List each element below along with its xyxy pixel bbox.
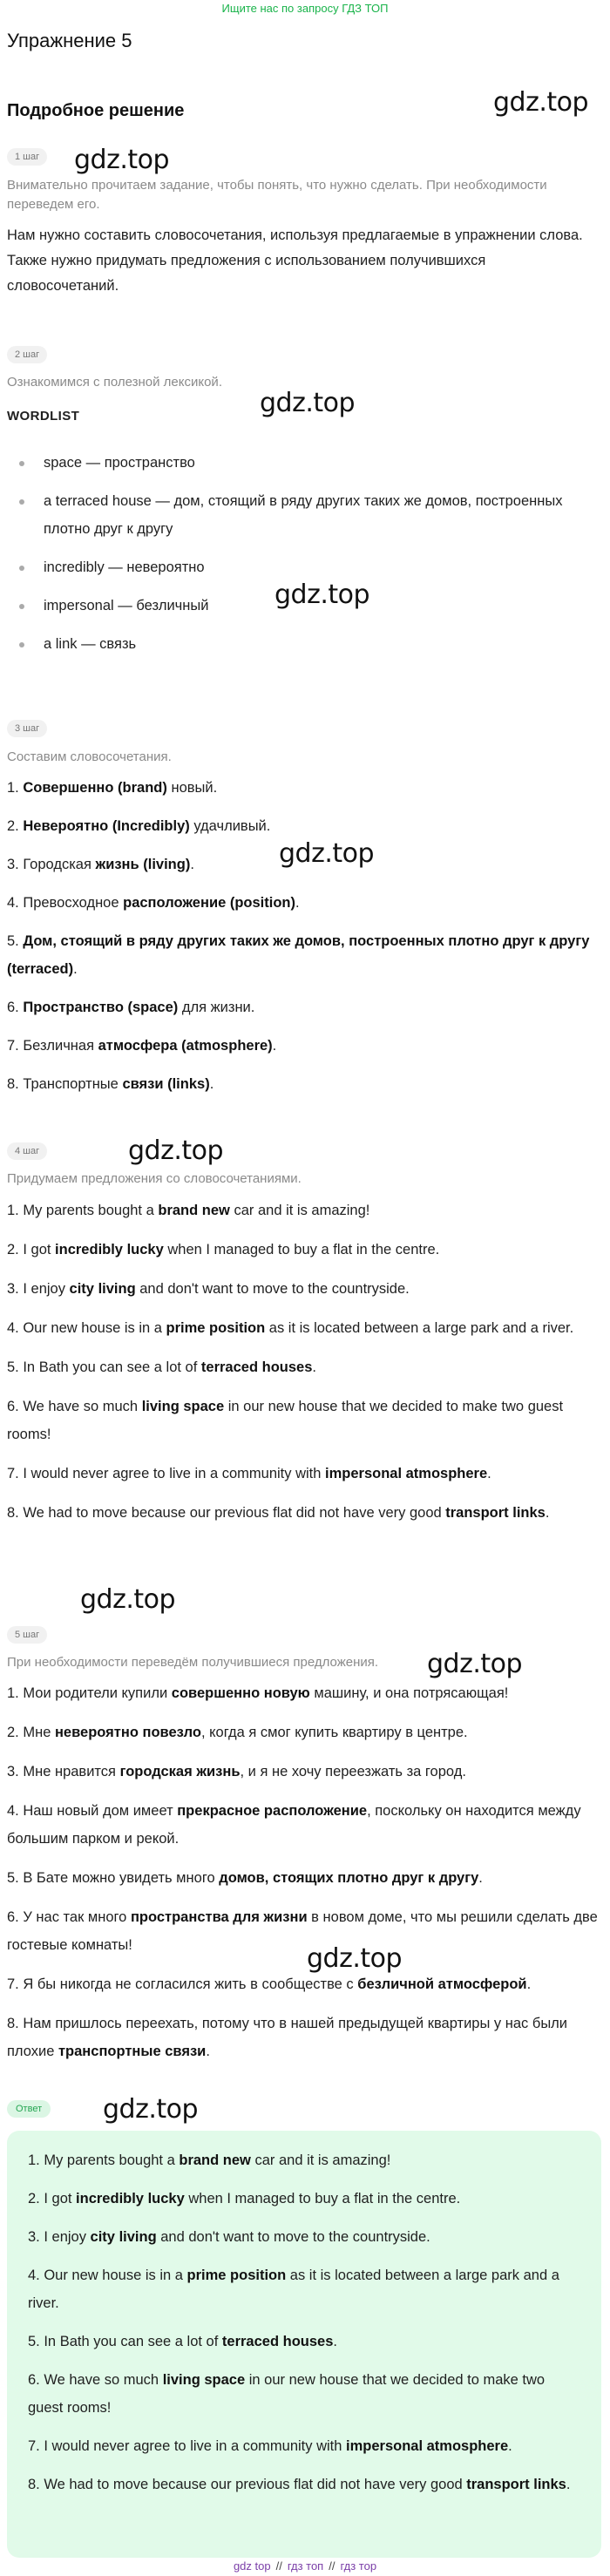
translation-item: 6. У нас так много пространства для жизни в новом доме, что мы решили сделать две гостевые комнаты! xyxy=(7,1909,598,1953)
sentence-item: 1. My parents bought a brand new car and it is amazing! xyxy=(7,1203,370,1218)
page-title: Упражнение 5 xyxy=(7,30,132,51)
watermark: gdz.top xyxy=(493,87,589,118)
wordlist xyxy=(17,449,593,668)
step-2-note: Ознакомимся с полезной лексикой. xyxy=(7,375,222,390)
collocation-item: 5. Дом, стоящий в ряду других таких же домов, построенных плотно друг к другу (terraced). xyxy=(7,933,590,977)
footer-link-gdz-top[interactable]: gdz top xyxy=(233,2559,271,2573)
watermark: gdz.top xyxy=(279,838,375,869)
sentence-list xyxy=(7,1196,598,1538)
top-banner[interactable]: Ищите нас по запросу ГДЗ ТОП xyxy=(221,2,389,15)
step-5-note: При необходимости переведём получившиеся предложения. xyxy=(7,1655,379,1670)
collocation-list xyxy=(7,774,598,1108)
watermark: gdz.top xyxy=(74,145,170,175)
sentence-item: 5. In Bath you can see a lot of terraced houses. xyxy=(7,1359,316,1375)
answer-item: 8. We had to move because our previous flat did not have very good transport links. xyxy=(28,2477,571,2492)
answer-item: 3. I enjoy city living and don't want to move to the countryside. xyxy=(28,2229,430,2245)
watermark: gdz.top xyxy=(80,1584,176,1615)
step-1-text: Нам нужно составить словосочетания, используя предлагаемые в упражнении слова. Также нужно придумать предложения с использованием получившихся словосочетаний. xyxy=(7,227,583,294)
answer-item: 2. I got incredibly lucky when I managed to buy a flat in the centre. xyxy=(28,2191,461,2207)
translation-item: 4. Наш новый дом имеет прекрасное расположение, поскольку он находится между большим парком и рекой. xyxy=(7,1803,581,1847)
wordlist-heading: WORDLIST xyxy=(7,409,80,424)
collocation-item: 4. Превосходное расположение (position). xyxy=(7,895,300,911)
sentence-item: 3. I enjoy city living and don't want to move to the countryside. xyxy=(7,1281,410,1297)
translation-item: 3. Мне нравится городская жизнь, и я не хочу переезжать за город. xyxy=(7,1764,466,1779)
watermark: gdz.top xyxy=(274,580,370,610)
answer-box xyxy=(7,2131,601,2558)
translation-item: 2. Мне невероятно повезло, когда я смог купить квартиру в центре. xyxy=(7,1725,468,1740)
wordlist-item: a terraced house — дом, стоящий в ряду других таких же домов, построенных плотно друг к другу xyxy=(17,487,593,543)
step-4-label: 4 шаг xyxy=(7,1142,47,1160)
footer-separator: // xyxy=(329,2559,336,2573)
watermark: gdz.top xyxy=(128,1135,224,1166)
translation-item: 1. Мои родители купили совершенно новую машину, и она потрясающая! xyxy=(7,1685,509,1701)
collocation-item: 8. Транспортные связи (links). xyxy=(7,1076,214,1092)
sentence-item: 8. We had to move because our previous flat did not have very good transport links. xyxy=(7,1505,550,1521)
step-4-note: Придумаем предложения со словосочетаниями. xyxy=(7,1171,302,1186)
translation-list xyxy=(7,1679,598,2077)
sentence-item: 6. We have so much living space in our new house that we decided to make two guest rooms! xyxy=(7,1399,564,1442)
sentence-item: 2. I got incredibly lucky when I managed to buy a flat in the centre. xyxy=(7,1242,440,1257)
collocation-item: 2. Невероятно (Incredibly) удачливый. xyxy=(7,818,271,834)
wordlist-item: space — пространство xyxy=(17,449,593,477)
footer-link-gdz-tor[interactable]: гдз тор xyxy=(340,2559,377,2573)
collocation-item: 1. Совершенно (brand) новый. xyxy=(7,780,218,796)
sentence-item: 7. I would never agree to live in a community with impersonal atmosphere. xyxy=(7,1466,491,1481)
translation-item: 5. В Бате можно увидеть много домов, стоящих плотно друг к другу. xyxy=(7,1870,483,1886)
watermark: gdz.top xyxy=(307,1943,403,1974)
translation-item: 7. Я бы никогда не согласился жить в сообществе с безличной атмосферой. xyxy=(7,1976,532,1992)
step-5-label: 5 шаг xyxy=(7,1626,47,1644)
collocation-item: 3. Городская жизнь (living). xyxy=(7,857,194,872)
watermark: gdz.top xyxy=(103,2094,199,2125)
step-2-label: 2 шаг xyxy=(7,346,47,363)
answer-item: 1. My parents bought a brand new car and it is amazing! xyxy=(28,2152,391,2168)
answer-label: Ответ xyxy=(7,2100,51,2118)
step-1-label: 1 шаг xyxy=(7,148,47,166)
answer-list xyxy=(28,2146,577,2509)
wordlist-item: incredibly — невероятно xyxy=(17,553,593,581)
translation-item: 8. Нам пришлось переехать, потому что в нашей предыдущей квартиры у нас были плохие транспортные связи. xyxy=(7,2016,568,2059)
watermark: gdz.top xyxy=(260,388,356,418)
footer-separator: // xyxy=(275,2559,282,2573)
sentence-item: 4. Our new house is in a prime position as it is located between a large park and a river. xyxy=(7,1320,574,1336)
step-3-label: 3 шаг xyxy=(7,720,47,737)
collocation-item: 7. Безличная атмосфера (atmosphere). xyxy=(7,1038,277,1054)
collocation-item: 6. Пространство (space) для жизни. xyxy=(7,1000,255,1015)
watermark: gdz.top xyxy=(427,1649,523,1679)
answer-item: 5. In Bath you can see a lot of terraced houses. xyxy=(28,2334,337,2349)
step-1-note: Внимательно прочитаем задание, чтобы понять, что нужно сделать. При необходимости переведем его. xyxy=(7,178,547,212)
wordlist-item: a link — связь xyxy=(17,630,593,658)
step-3-note: Составим словосочетания. xyxy=(7,749,172,764)
answer-item: 7. I would never agree to live in a community with impersonal atmosphere. xyxy=(28,2438,512,2454)
footer-links xyxy=(0,2559,610,2576)
wordlist-item: impersonal — безличный xyxy=(17,592,593,620)
answer-item: 6. We have so much living space in our new house that we decided to make two guest rooms! xyxy=(28,2372,546,2416)
footer-link-gdz-top-ru[interactable]: гдз топ xyxy=(287,2559,324,2573)
solution-heading: Подробное решение xyxy=(7,101,185,120)
answer-item: 4. Our new house is in a prime position as it is located between a large park and a river. xyxy=(28,2268,559,2311)
